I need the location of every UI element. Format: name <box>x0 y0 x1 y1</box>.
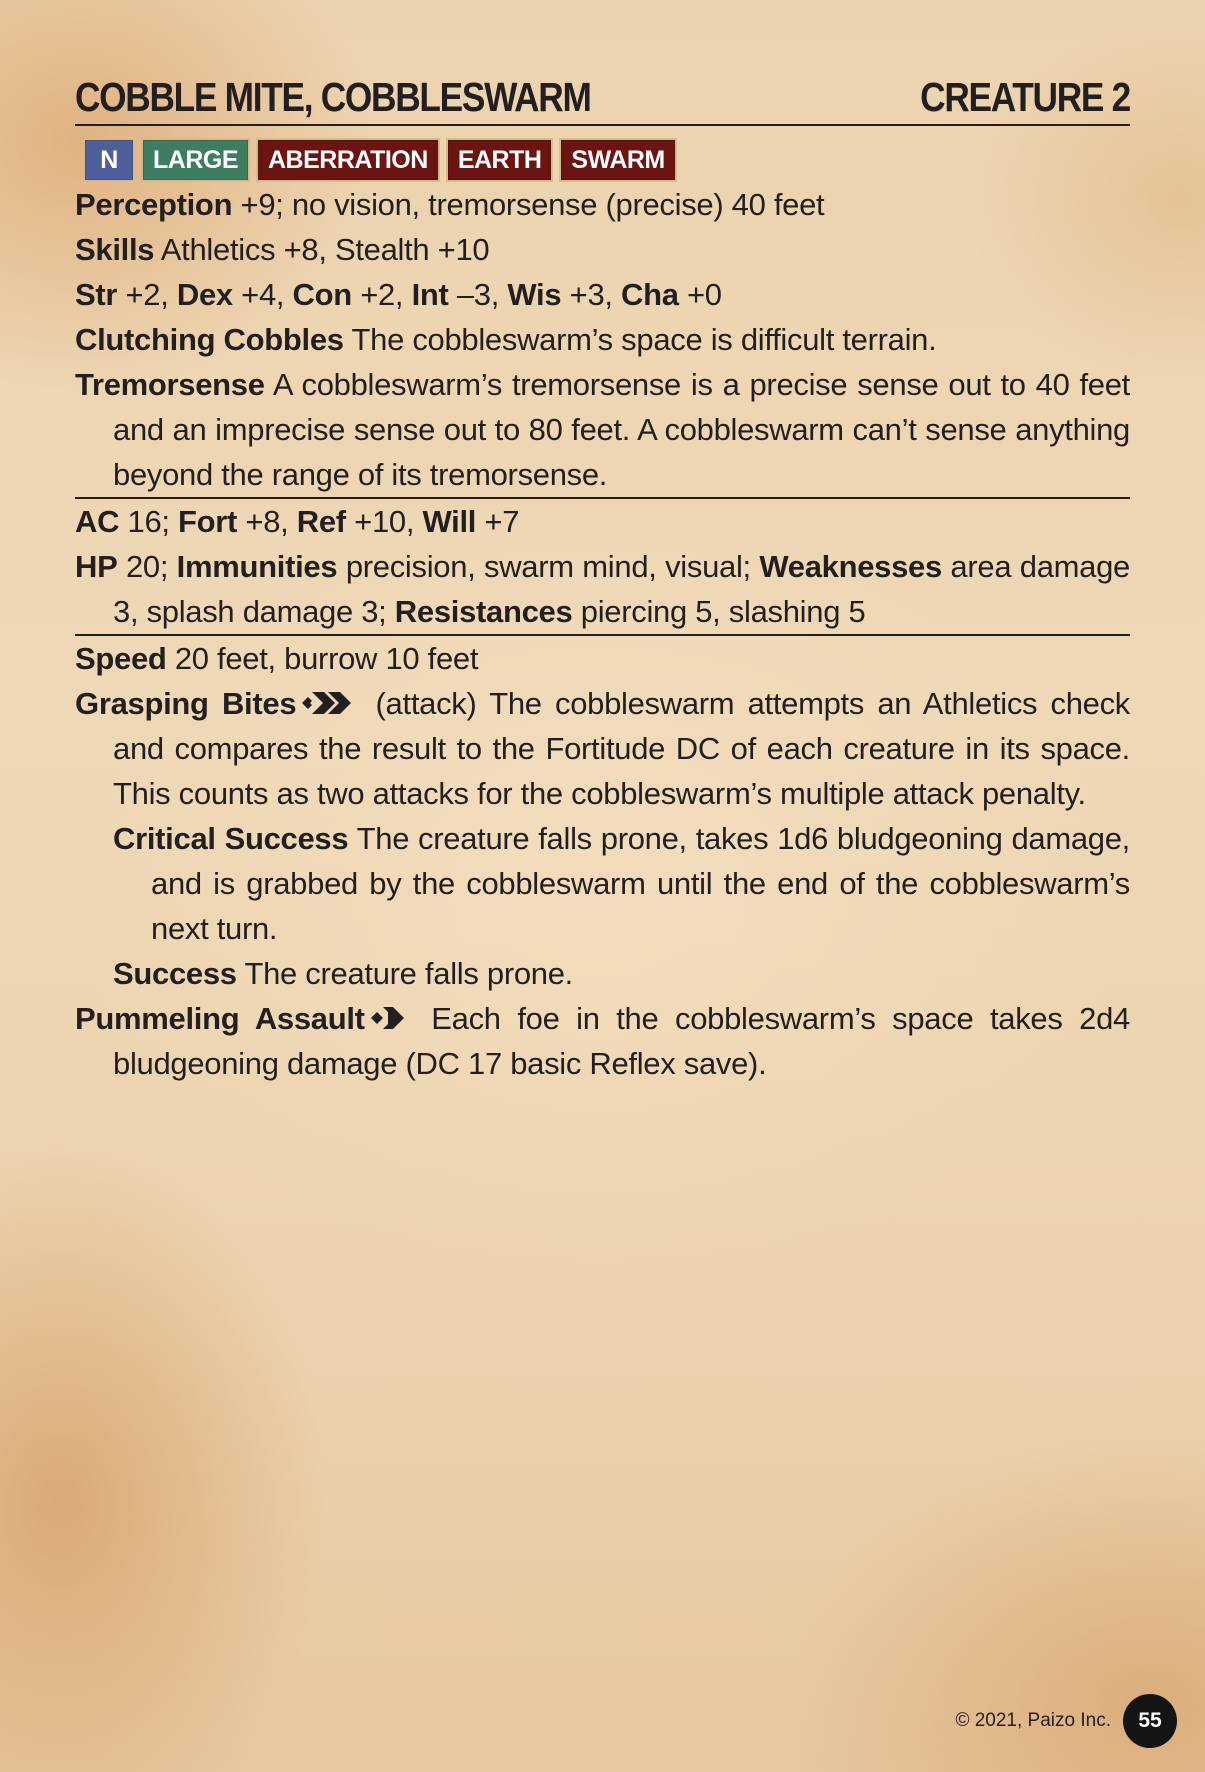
stat-block <box>75 70 1130 1086</box>
grasping-bites-label: Grasping Bites <box>75 686 297 721</box>
str-label: Str <box>75 277 118 312</box>
ac-value: 16; <box>119 504 179 539</box>
dex-label: Dex <box>176 277 233 312</box>
clutching-cobbles-line <box>75 317 1130 362</box>
ref-label: Ref <box>296 504 346 539</box>
skills-line <box>75 227 1130 272</box>
speed-text: 20 feet, burrow 10 feet <box>166 641 479 676</box>
int-value: –3, <box>448 277 508 312</box>
int-label: Int <box>411 277 449 312</box>
clutching-cobbles-text: The cobbleswarm’s space is difficult terrain. <box>343 322 937 357</box>
resistances-value: piercing 5, slashing 5 <box>572 594 866 629</box>
critical-success-text: The creature falls prone, takes 1d6 bludgeoning damage, and is grabbed by the cobbleswarm until the end of the cobbleswarm’s next turn. <box>151 821 1130 946</box>
hit-points-line <box>75 544 1130 634</box>
trait-earth: EARTH <box>446 138 554 182</box>
skills-text: Athletics +8, Stealth +10 <box>154 232 490 267</box>
pummeling-assault-line <box>75 996 1130 1086</box>
cha-value: +0 <box>678 277 722 312</box>
con-label: Con <box>292 277 352 312</box>
success-text: The creature falls prone. <box>236 956 573 991</box>
speed-line <box>75 636 1130 681</box>
grasping-bites-line <box>75 681 1130 816</box>
fort-label: Fort <box>178 504 238 539</box>
wis-label: Wis <box>507 277 562 312</box>
immunities-label: Immunities <box>176 549 338 584</box>
cha-label: Cha <box>621 277 679 312</box>
con-value: +2, <box>351 277 412 312</box>
tremorsense-line <box>75 362 1130 497</box>
creature-name: COBBLE MITE, COBBLESWARM <box>75 74 591 120</box>
pummeling-assault-text: Each foe in the cobbleswarm’s space takes 2d4 bludgeoning damage (DC 17 basic Reflex save). <box>113 1001 1130 1081</box>
fort-value: +8, <box>237 504 297 539</box>
speed-label: Speed <box>75 641 167 676</box>
pummeling-assault-label: Pummeling Assault <box>75 1001 365 1036</box>
ac-label: AC <box>75 504 120 539</box>
hp-label: HP <box>75 549 118 584</box>
ability-scores-line <box>75 272 1130 317</box>
copyright-notice: © 2021, Paizo Inc. <box>955 1710 1111 1731</box>
perception-line <box>75 182 1130 227</box>
dex-value: +4, <box>232 277 293 312</box>
two-actions-icon <box>300 688 356 718</box>
clutching-cobbles-label: Clutching Cobbles <box>75 322 344 357</box>
ref-value: +10, <box>345 504 423 539</box>
str-value: +2, <box>117 277 177 312</box>
critical-success-label: Critical Success <box>113 821 349 856</box>
page-number: 55 <box>1123 1694 1177 1748</box>
trait-swarm: SWARM <box>559 138 676 182</box>
success-label: Success <box>113 956 237 991</box>
trait-alignment: N <box>83 138 135 182</box>
defenses-line <box>75 499 1130 544</box>
trait-size: LARGE <box>141 138 250 182</box>
success-line <box>75 951 1130 996</box>
perception-text: +9; no vision, tremorsense (precise) 40 feet <box>232 187 825 222</box>
perception-label: Perception <box>75 187 233 222</box>
weaknesses-value: area damage 3, splash damage 3; <box>113 549 1130 629</box>
hp-value: 20; <box>117 549 177 584</box>
grasping-bites-text: (attack) The cobbleswarm attempts an Athletics check and compares the result to the Fortitude DC of each creature in its space. This counts as two attacks for the cobbleswarm’s multiple attack penalty. <box>113 686 1130 811</box>
tremorsense-text: A cobbleswarm’s tremorsense is a precise sense out to 40 feet and an imprecise sense out to 80 feet. A cobbleswarm can’t sense anything beyond the range of its tremorsense. <box>113 367 1130 492</box>
will-value: +7 <box>476 504 520 539</box>
skills-label: Skills <box>75 232 155 267</box>
trait-aberration: ABERRATION <box>256 138 440 182</box>
immunities-value: precision, swarm mind, visual; <box>337 549 760 584</box>
wis-value: +3, <box>561 277 622 312</box>
critical-success-line <box>75 816 1130 951</box>
creature-level: CREATURE 2 <box>920 74 1130 120</box>
one-action-icon <box>369 1003 409 1033</box>
will-label: Will <box>422 504 477 539</box>
stat-block-header <box>75 70 1130 126</box>
weaknesses-label: Weaknesses <box>759 549 942 584</box>
trait-list <box>83 138 1130 182</box>
tremorsense-label: Tremorsense <box>75 367 265 402</box>
resistances-label: Resistances <box>394 594 573 629</box>
page-footer <box>955 1694 1177 1748</box>
